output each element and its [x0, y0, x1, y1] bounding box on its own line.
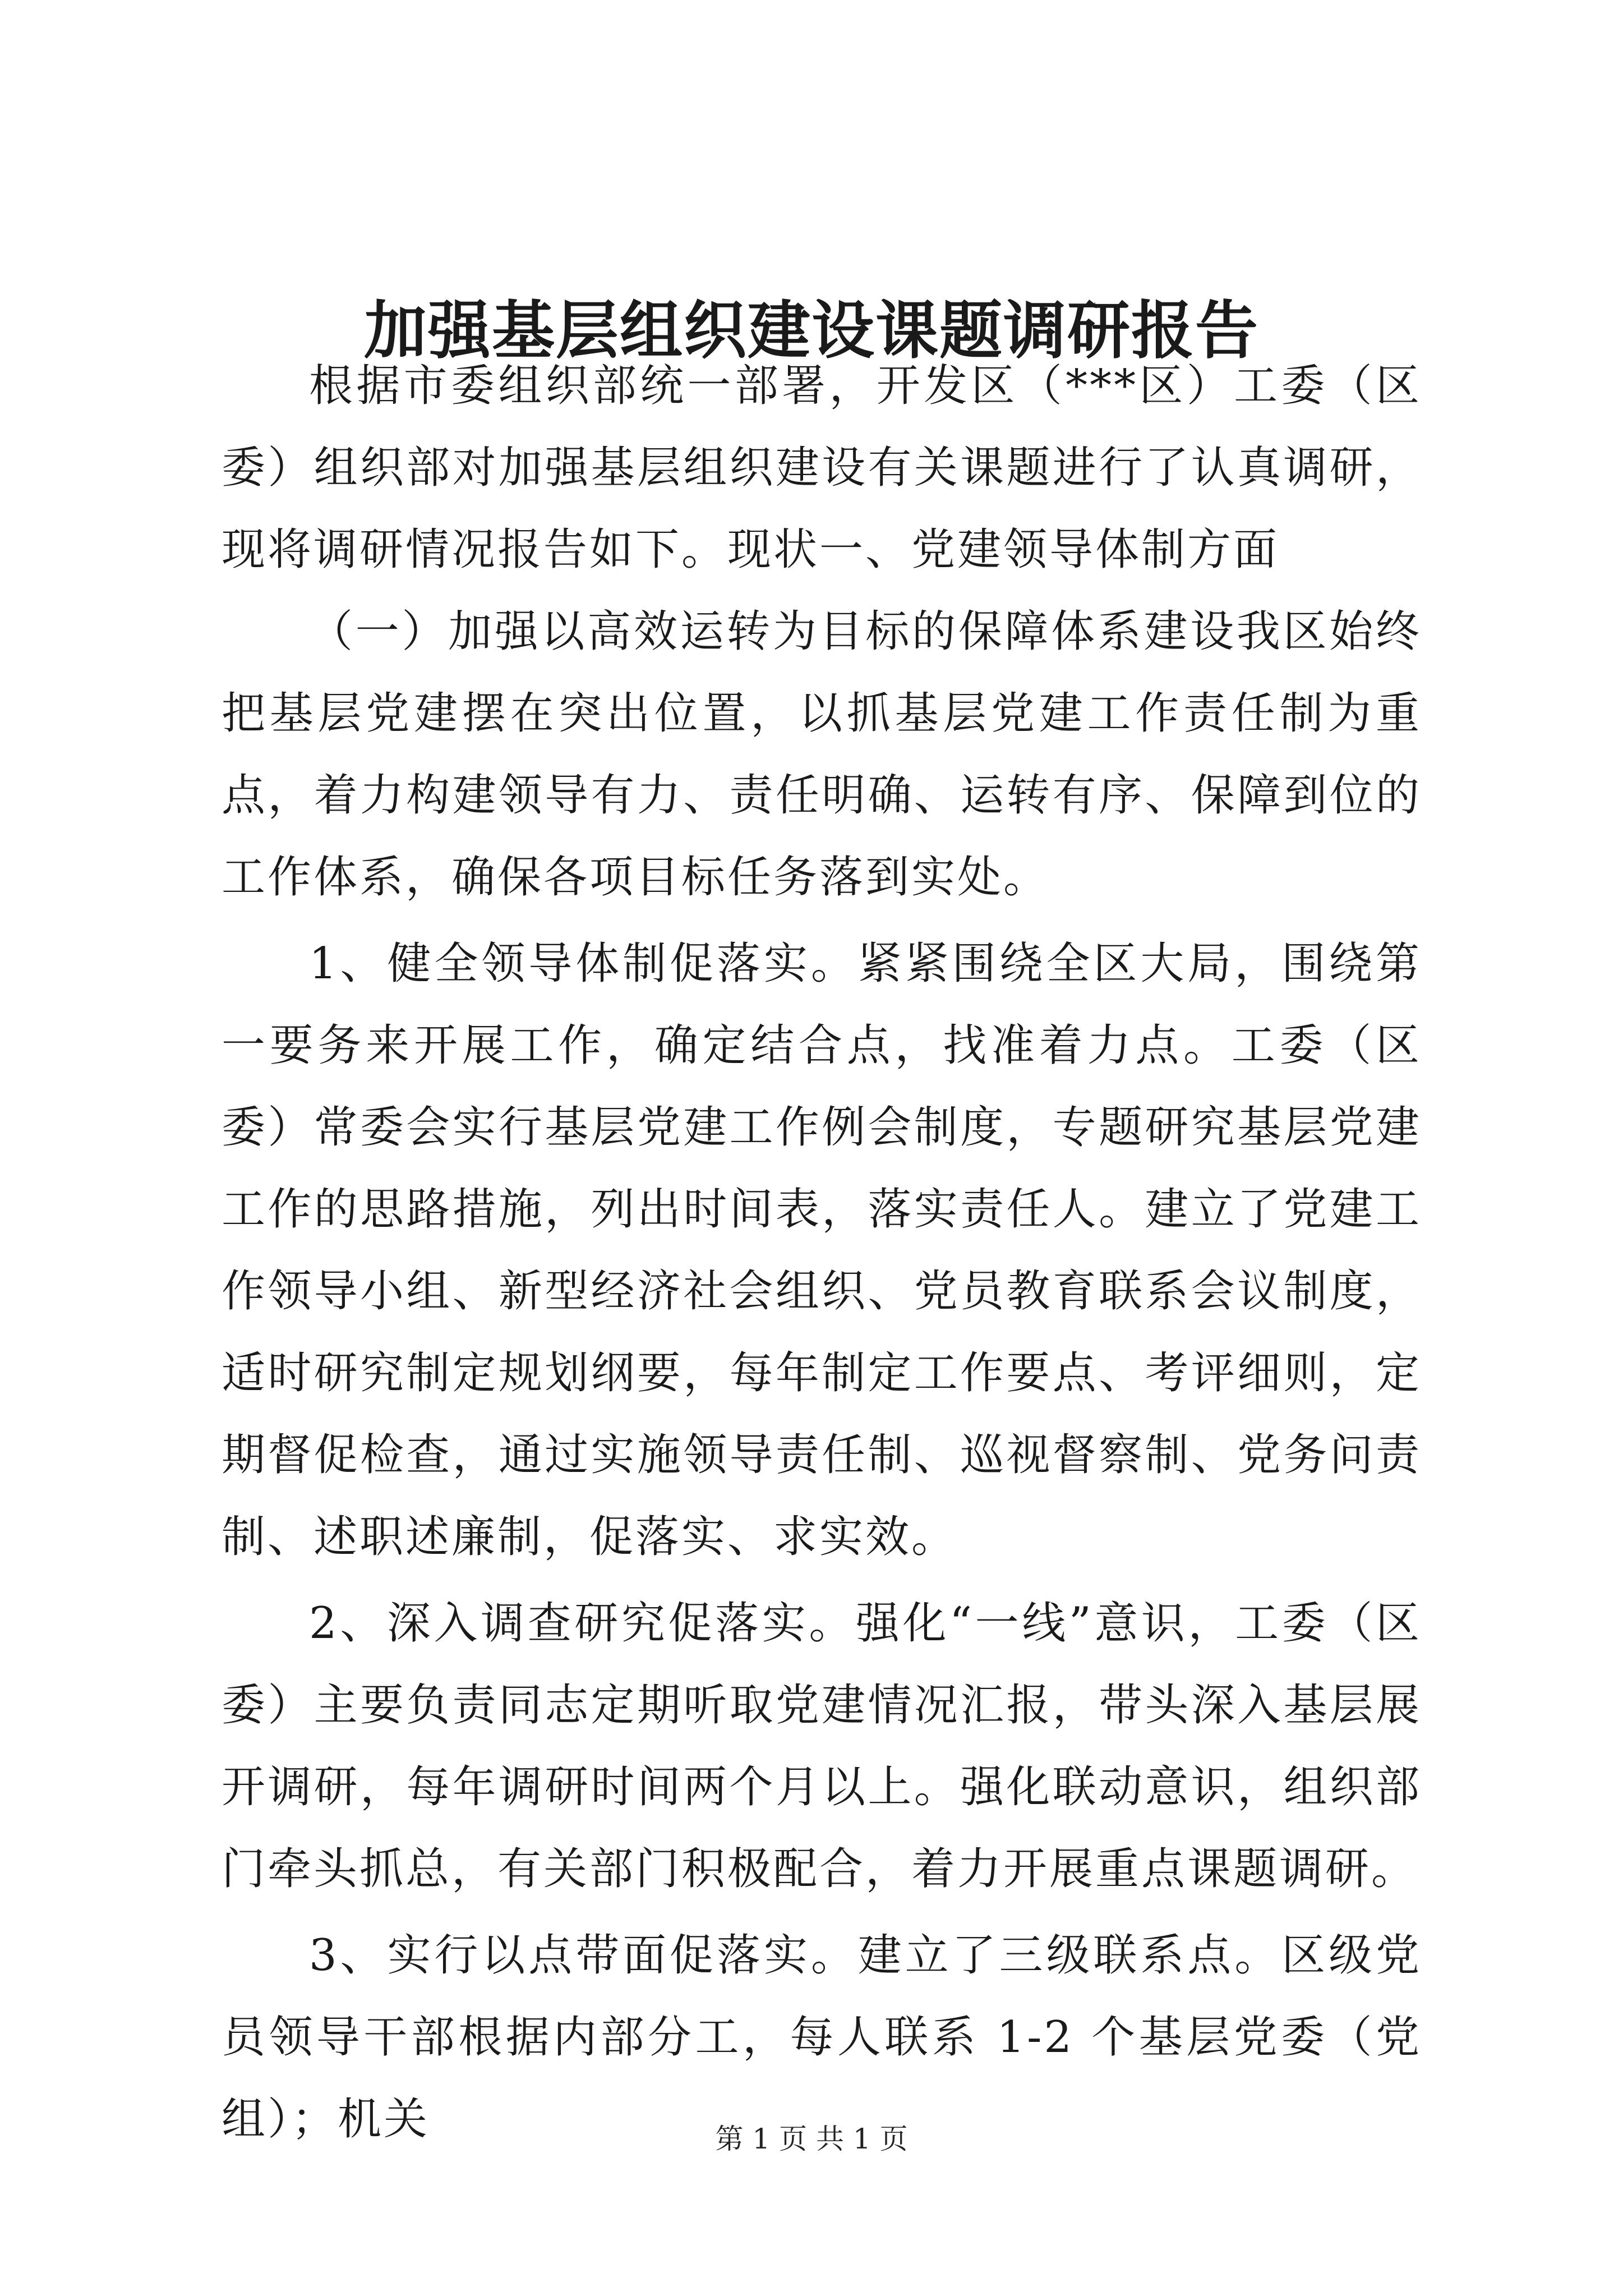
document-body	[222, 345, 1422, 2160]
paragraph-item-2: 2、深入调查研究促落实。强化“一线”意识，工委（区委）主要负责同志定期听取党建情况汇报，带头深入基层展开调研，每年调研时间两个月以上。强化联动意识，组织部门牵头抓总，有关部门积极配合，着力开展重点课题调研。	[222, 1598, 1422, 1894]
page-number-footer: 第 1 页 共 1 页	[715, 2123, 908, 2155]
document-title: 加强基层组织建设课题调研报告	[364, 294, 1259, 367]
paragraph-item-1: 1、健全领导体制促落实。紧紧围绕全区大局，围绕第一要务来开展工作，确定结合点，找准着力点。工委（区委）常委会实行基层党建工作例会制度，专题研究基层党建工作的思路措施，列出时间表，落实责任人。建立了党建工作领导小组、新型经济社会组织、党员教育联系会议制度，适时研究制定规划纲要，每年制定工作要点、考评细则，定期督促检查，通过实施领导责任制、巡视督察制、党务问责制、述职述廉制，促落实、求实效。	[222, 938, 1422, 1562]
paragraph-intro: 根据市委组织部统一部署，开发区（***区）工委（区委）组织部对加强基层组织建设有关课题进行了认真调研，现将调研情况报告如下。现状一、党建领导体制方面	[222, 361, 1422, 575]
paragraph-item-3: 3、实行以点带面促落实。建立了三级联系点。区级党员领导干部根据内部分工，每人联系 1-2 个基层党委（党组）；机关	[222, 1930, 1422, 2145]
paragraph-section-1: （一）加强以高效运转为目标的保障体系建设我区始终把基层党建摆在突出位置，以抓基层党建工作责任制为重点，着力构建领导有力、责任明确、运转有序、保障到位的工作体系，确保各项目标任务落到实处。	[222, 606, 1422, 903]
